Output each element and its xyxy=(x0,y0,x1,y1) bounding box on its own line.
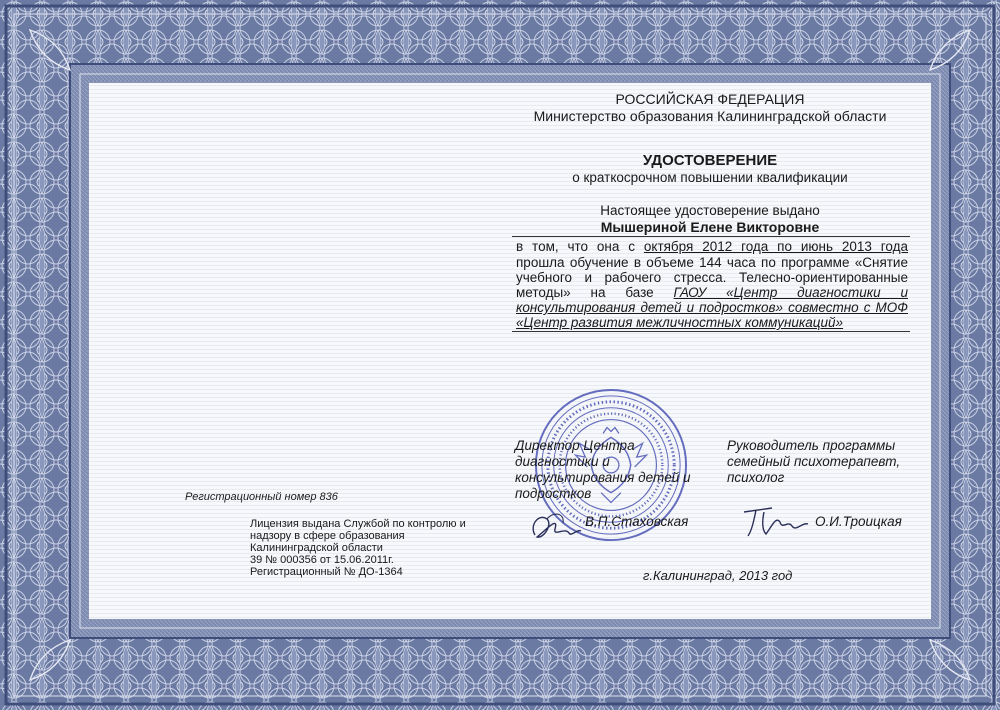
document-title: УДОСТОВЕРЕНИЕ xyxy=(642,152,778,169)
body-line-3: учебного и рабочего стресса. Телесно-ориентированные xyxy=(516,270,908,285)
ministry-heading: Министерство образования Калининградской области xyxy=(533,108,887,124)
director-signature xyxy=(525,505,585,545)
program-head-signature xyxy=(738,500,813,540)
place-and-date: г.Калининград, 2013 год xyxy=(643,568,793,583)
director-name: В.П.Стаховская xyxy=(585,514,689,529)
country-heading: РОССИЙСКАЯ ФЕДЕРАЦИЯ xyxy=(615,91,805,107)
body-line-2: прошла обучение в объеме 144 часа по программе «Снятие xyxy=(516,255,908,270)
document-subtitle: о краткосрочном повышении квалификации xyxy=(572,170,848,185)
body-line-1: в том, что она с октября 2012 года по июнь 2013 года xyxy=(516,239,909,254)
license-info: Лицензия выдана Службой по контролю и надзору в сфере образования Калининградской области 39 № 000356 от 15.06.2011г. Регистрационный № ДО-1364 xyxy=(250,518,466,578)
program-head-title: Руководитель программы семейный психотерапевт, психолог xyxy=(727,438,901,485)
program-head-name: О.И.Троицкая xyxy=(815,514,902,529)
recipient-underline xyxy=(512,236,910,237)
body-line-6: «Центр развития межличностных коммуникаций» xyxy=(516,315,844,330)
issued-to-label: Настоящее удостоверение выдано xyxy=(600,203,820,218)
body-line-4: методы» на базе ГАОУ «Центр диагностики и xyxy=(516,285,909,300)
director-title: Директор Центра диагностики и консультирования детей и подростков xyxy=(515,438,691,501)
recipient-name: Мышериной Елене Викторовне xyxy=(600,219,820,235)
registration-number: Регистрационный номер 836 xyxy=(185,491,338,503)
body-line-5: консультирования детей и подростков» совместно с МОФ xyxy=(516,300,908,315)
body-end-rule xyxy=(512,331,910,332)
